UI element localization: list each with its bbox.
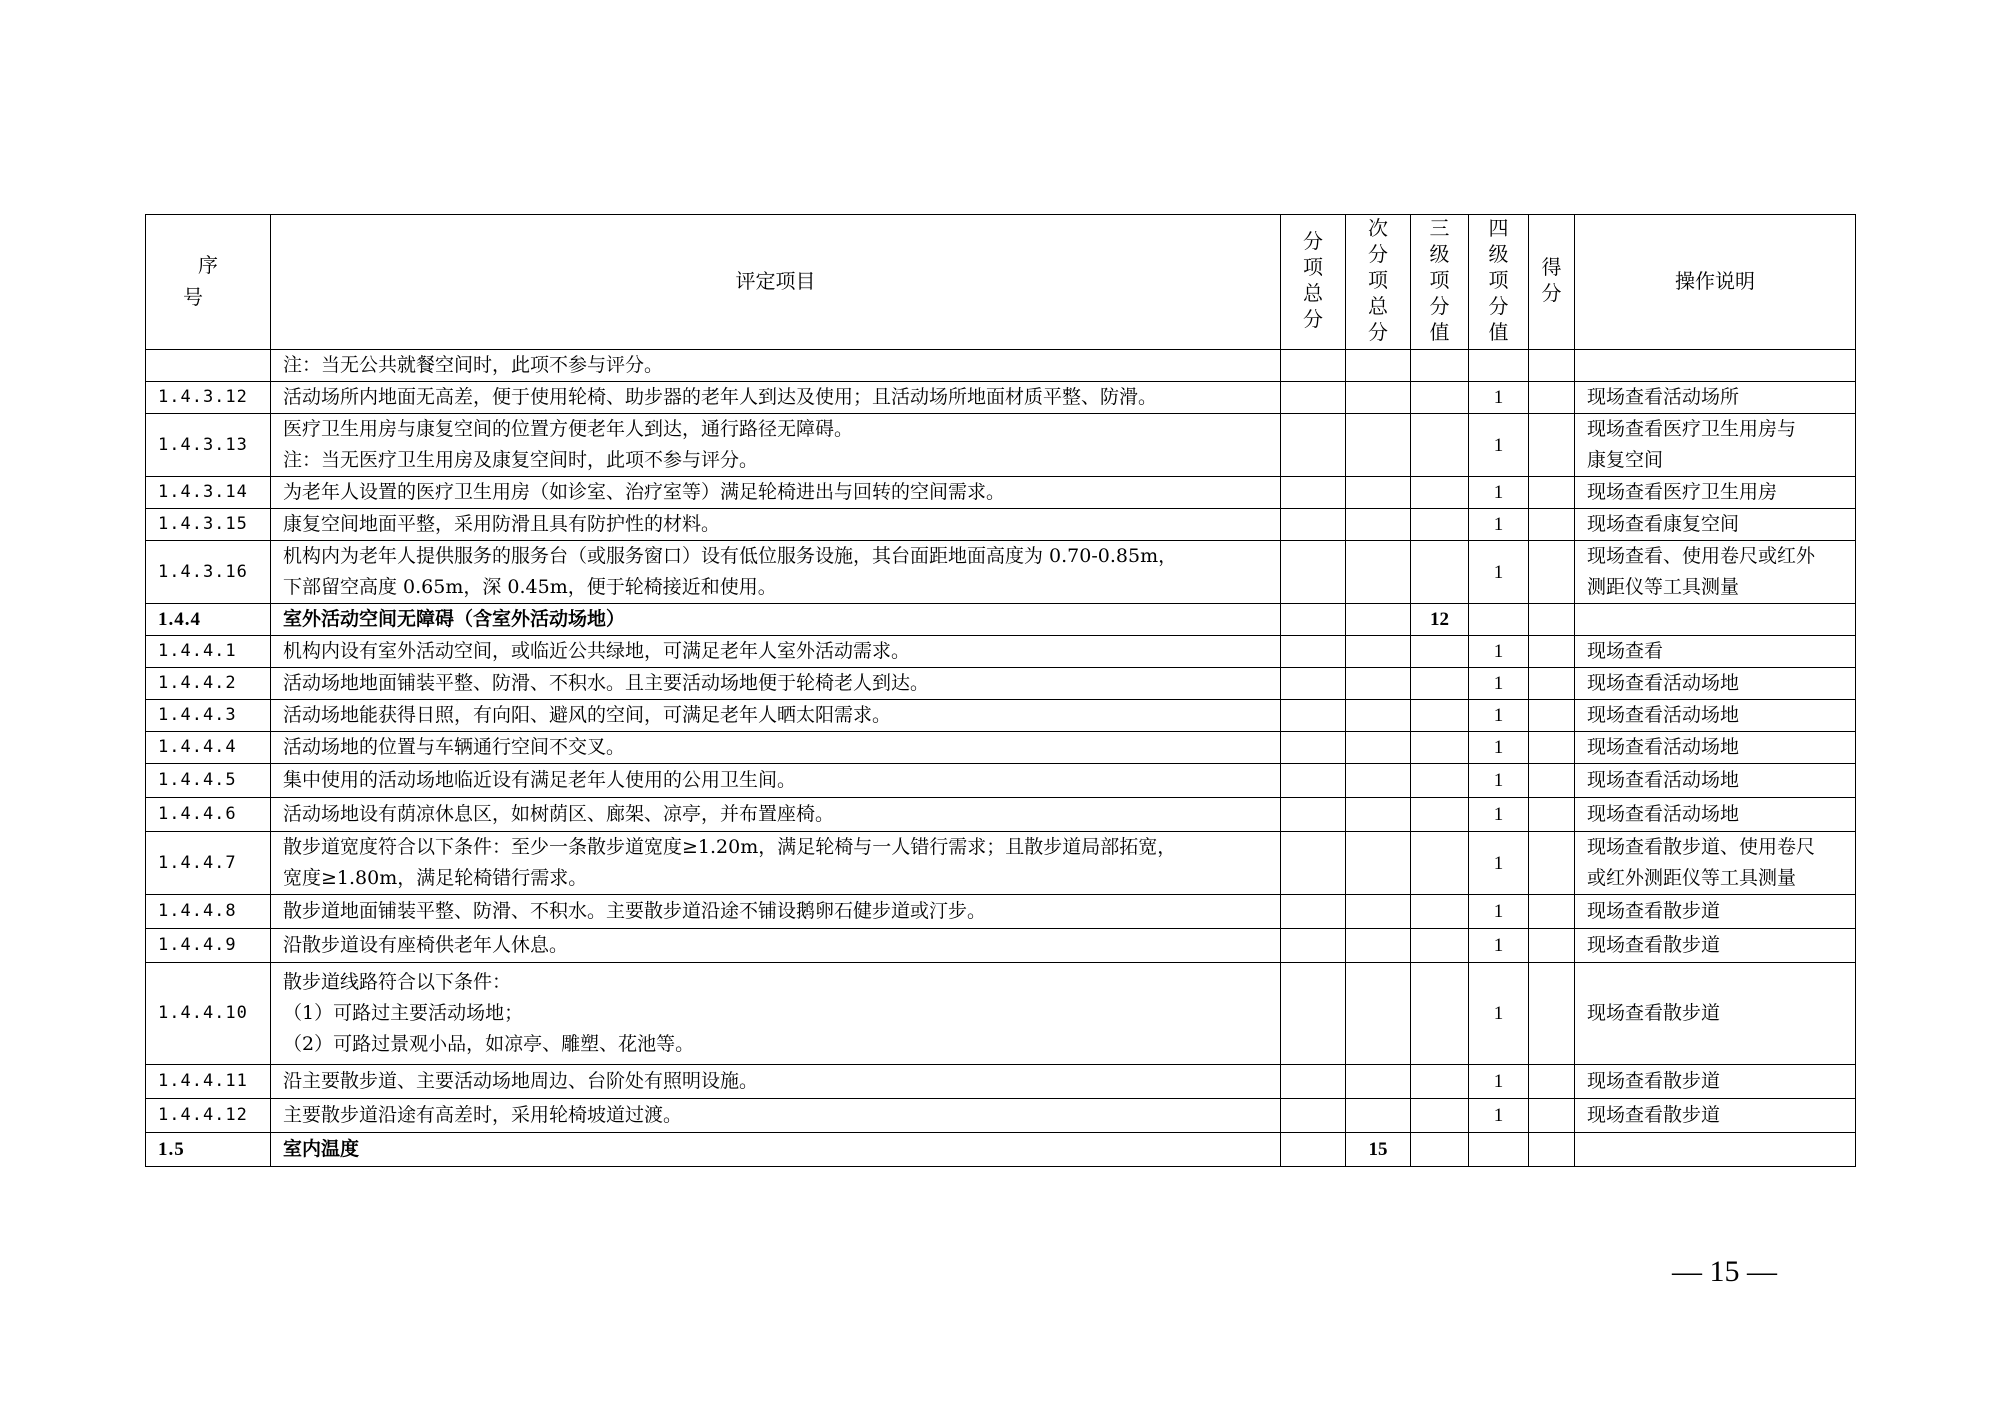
item-line: 沿主要散步道、主要活动场地周边、台阶处有照明设施。 <box>283 1070 759 1092</box>
row-subtotal <box>1281 963 1346 1065</box>
header-level3: 三级项分值 <box>1411 215 1469 350</box>
row-seq: 1.4.3.15 <box>146 509 271 541</box>
row-subtotal <box>1281 1133 1346 1167</box>
row-score <box>1529 509 1575 541</box>
operation-line: 现场查看活动场地 <box>1587 736 1740 758</box>
table-row <box>146 732 1856 764</box>
row-subtotal <box>1281 1099 1346 1133</box>
row-operation <box>1575 700 1856 732</box>
item-line: 宽度≥1.80m，满足轮椅错行需求。 <box>283 867 588 889</box>
item-line: 注：当无医疗卫生用房及康复空间时，此项不参与评分。 <box>283 449 759 471</box>
page-number: — 15 — <box>1672 1255 1777 1288</box>
table-row <box>146 350 1856 382</box>
row-sub-subtotal <box>1346 636 1411 668</box>
row-seq <box>146 350 271 382</box>
row-item <box>271 832 1281 895</box>
row-seq: 1.4.4.5 <box>146 764 271 798</box>
row-level4: 1 <box>1469 636 1529 668</box>
item-line: 机构内为老年人提供服务的服务台（或服务窗口）设有低位服务设施，其台面距地面高度为 0.70-0.85m， <box>283 545 1178 567</box>
row-item <box>271 764 1281 798</box>
row-operation <box>1575 1099 1856 1133</box>
item-line: 主要散步道沿途有高差时，采用轮椅坡道过渡。 <box>283 1104 683 1126</box>
table-row <box>146 929 1856 963</box>
row-level4: 1 <box>1469 541 1529 604</box>
row-item <box>271 1099 1281 1133</box>
row-seq: 1.4.4.3 <box>146 700 271 732</box>
row-level3 <box>1411 668 1469 700</box>
item-line: 医疗卫生用房与康复空间的位置方便老年人到达，通行路径无障碍。 <box>283 418 854 440</box>
row-subtotal <box>1281 509 1346 541</box>
header-item: 评定项目 <box>271 215 1281 350</box>
row-level3 <box>1411 541 1469 604</box>
row-subtotal <box>1281 350 1346 382</box>
row-level3 <box>1411 963 1469 1065</box>
row-sub-subtotal: 15 <box>1346 1133 1411 1167</box>
row-level3 <box>1411 509 1469 541</box>
item-line: 活动场地设有荫凉休息区，如树荫区、廊架、凉亭，并布置座椅。 <box>283 803 835 825</box>
item-line: 散步道线路符合以下条件： <box>283 971 512 993</box>
operation-line: 现场查看活动场地 <box>1587 769 1740 791</box>
row-level4: 1 <box>1469 668 1529 700</box>
row-item <box>271 1133 1281 1167</box>
operation-line: 现场查看散步道 <box>1587 1070 1721 1092</box>
row-score <box>1529 1065 1575 1099</box>
row-score <box>1529 732 1575 764</box>
row-level4: 1 <box>1469 1099 1529 1133</box>
row-score <box>1529 963 1575 1065</box>
row-level3 <box>1411 1133 1469 1167</box>
score-table <box>145 214 1856 1167</box>
row-level4: 1 <box>1469 963 1529 1065</box>
row-level3 <box>1411 700 1469 732</box>
row-operation <box>1575 1065 1856 1099</box>
row-level4 <box>1469 604 1529 636</box>
row-sub-subtotal <box>1346 668 1411 700</box>
row-score <box>1529 541 1575 604</box>
row-sub-subtotal <box>1346 895 1411 929</box>
row-operation <box>1575 477 1856 509</box>
row-score <box>1529 636 1575 668</box>
row-level3 <box>1411 895 1469 929</box>
row-operation <box>1575 382 1856 414</box>
row-item <box>271 895 1281 929</box>
row-level4: 1 <box>1469 832 1529 895</box>
row-score <box>1529 668 1575 700</box>
row-level4: 1 <box>1469 382 1529 414</box>
row-score <box>1529 895 1575 929</box>
table-row <box>146 1133 1856 1167</box>
row-sub-subtotal <box>1346 732 1411 764</box>
row-sub-subtotal <box>1346 963 1411 1065</box>
item-line: 活动场地能获得日照，有向阳、避风的空间，可满足老年人晒太阳需求。 <box>283 704 892 726</box>
row-item <box>271 1065 1281 1099</box>
row-level3 <box>1411 414 1469 477</box>
item-line: （2）可路过景观小品，如凉亭、雕塑、花池等。 <box>283 1033 695 1055</box>
row-level4: 1 <box>1469 414 1529 477</box>
row-subtotal <box>1281 895 1346 929</box>
row-score <box>1529 1133 1575 1167</box>
row-level4: 1 <box>1469 700 1529 732</box>
item-line: 室外活动空间无障碍（含室外活动场地） <box>283 608 626 630</box>
item-line: 下部留空高度 0.65m，深 0.45m，便于轮椅接近和使用。 <box>283 576 777 598</box>
row-operation <box>1575 963 1856 1065</box>
row-subtotal <box>1281 414 1346 477</box>
operation-line: 现场查看散步道 <box>1587 1104 1721 1126</box>
row-score <box>1529 414 1575 477</box>
row-item <box>271 929 1281 963</box>
row-level3 <box>1411 350 1469 382</box>
row-subtotal <box>1281 832 1346 895</box>
row-seq: 1.4.4.7 <box>146 832 271 895</box>
row-level4: 1 <box>1469 895 1529 929</box>
row-item <box>271 414 1281 477</box>
row-sub-subtotal <box>1346 700 1411 732</box>
row-level3: 12 <box>1411 604 1469 636</box>
header-operation: 操作说明 <box>1575 215 1856 350</box>
table-row <box>146 477 1856 509</box>
table-row <box>146 832 1856 895</box>
item-line: 活动场地的位置与车辆通行空间不交叉。 <box>283 736 626 758</box>
row-score <box>1529 832 1575 895</box>
operation-line: 现场查看 <box>1587 640 1664 662</box>
row-subtotal <box>1281 636 1346 668</box>
row-item <box>271 700 1281 732</box>
row-seq: 1.4.4.11 <box>146 1065 271 1099</box>
operation-line: 测距仪等工具测量 <box>1587 576 1740 598</box>
row-score <box>1529 929 1575 963</box>
table-row <box>146 636 1856 668</box>
row-item <box>271 668 1281 700</box>
row-operation <box>1575 668 1856 700</box>
row-level4 <box>1469 1133 1529 1167</box>
table-row <box>146 1099 1856 1133</box>
row-level3 <box>1411 798 1469 832</box>
row-item <box>271 477 1281 509</box>
row-subtotal <box>1281 732 1346 764</box>
row-item <box>271 541 1281 604</box>
operation-line: 现场查看活动场所 <box>1587 386 1740 408</box>
row-operation <box>1575 832 1856 895</box>
row-operation <box>1575 895 1856 929</box>
row-seq: 1.4.4.2 <box>146 668 271 700</box>
table-row <box>146 700 1856 732</box>
row-operation <box>1575 541 1856 604</box>
row-seq: 1.4.3.12 <box>146 382 271 414</box>
row-seq: 1.4.3.14 <box>146 477 271 509</box>
row-sub-subtotal <box>1346 832 1411 895</box>
header-sub-subtotal: 次分项总分 <box>1346 215 1411 350</box>
row-operation <box>1575 929 1856 963</box>
operation-line: 现场查看散步道 <box>1587 1002 1721 1024</box>
row-sub-subtotal <box>1346 604 1411 636</box>
item-line: 集中使用的活动场地临近设有满足老年人使用的公用卫生间。 <box>283 769 797 791</box>
row-sub-subtotal <box>1346 764 1411 798</box>
row-item <box>271 350 1281 382</box>
row-score <box>1529 798 1575 832</box>
operation-line: 现场查看医疗卫生用房与 <box>1587 418 1797 440</box>
table-row <box>146 604 1856 636</box>
row-operation <box>1575 764 1856 798</box>
row-score <box>1529 350 1575 382</box>
row-seq: 1.4.4.8 <box>146 895 271 929</box>
header-level4: 四级项分值 <box>1469 215 1529 350</box>
row-sub-subtotal <box>1346 477 1411 509</box>
row-level3 <box>1411 1099 1469 1133</box>
operation-line: 现场查看散步道 <box>1587 934 1721 956</box>
item-line: （1）可路过主要活动场地； <box>283 1002 524 1024</box>
row-seq: 1.4.4.9 <box>146 929 271 963</box>
table-row <box>146 509 1856 541</box>
row-level3 <box>1411 636 1469 668</box>
header-score: 得分 <box>1529 215 1575 350</box>
table-row <box>146 895 1856 929</box>
row-level4: 1 <box>1469 929 1529 963</box>
row-score <box>1529 700 1575 732</box>
row-score <box>1529 764 1575 798</box>
row-item <box>271 509 1281 541</box>
row-level4: 1 <box>1469 509 1529 541</box>
item-line: 活动场所内地面无高差，便于使用轮椅、助步器的老年人到达及使用；且活动场所地面材质平整、防滑。 <box>283 386 1158 408</box>
table-header-row <box>146 215 1856 350</box>
row-subtotal <box>1281 700 1346 732</box>
table-row <box>146 1065 1856 1099</box>
row-level4: 1 <box>1469 798 1529 832</box>
row-seq: 1.4.3.16 <box>146 541 271 604</box>
row-sub-subtotal <box>1346 798 1411 832</box>
row-level4: 1 <box>1469 1065 1529 1099</box>
row-sub-subtotal <box>1346 382 1411 414</box>
row-subtotal <box>1281 764 1346 798</box>
operation-line: 现场查看散步道 <box>1587 900 1721 922</box>
operation-line: 现场查看医疗卫生用房 <box>1587 481 1778 503</box>
row-operation <box>1575 509 1856 541</box>
item-line: 康复空间地面平整，采用防滑且具有防护性的材料。 <box>283 513 721 535</box>
row-sub-subtotal <box>1346 1099 1411 1133</box>
row-operation <box>1575 1133 1856 1167</box>
row-level3 <box>1411 382 1469 414</box>
row-seq: 1.4.4.4 <box>146 732 271 764</box>
row-operation <box>1575 350 1856 382</box>
row-operation <box>1575 604 1856 636</box>
row-seq: 1.4.3.13 <box>146 414 271 477</box>
row-sub-subtotal <box>1346 1065 1411 1099</box>
table-row <box>146 963 1856 1065</box>
row-sub-subtotal <box>1346 541 1411 604</box>
row-level4 <box>1469 350 1529 382</box>
table-row <box>146 668 1856 700</box>
row-sub-subtotal <box>1346 929 1411 963</box>
row-subtotal <box>1281 604 1346 636</box>
row-item <box>271 963 1281 1065</box>
row-item <box>271 604 1281 636</box>
row-level3 <box>1411 764 1469 798</box>
row-sub-subtotal <box>1346 414 1411 477</box>
row-subtotal <box>1281 929 1346 963</box>
row-score <box>1529 1099 1575 1133</box>
row-score <box>1529 382 1575 414</box>
item-line: 机构内设有室外活动空间，或临近公共绿地，可满足老年人室外活动需求。 <box>283 640 911 662</box>
header-seq: 序号 <box>146 215 271 350</box>
row-seq: 1.4.4.10 <box>146 963 271 1065</box>
row-item <box>271 382 1281 414</box>
operation-line: 现场查看散步道、使用卷尺 <box>1587 836 1816 858</box>
row-item <box>271 636 1281 668</box>
row-seq: 1.4.4 <box>146 604 271 636</box>
item-line: 为老年人设置的医疗卫生用房（如诊室、治疗室等）满足轮椅进出与回转的空间需求。 <box>283 481 1006 503</box>
item-line: 散步道地面铺装平整、防滑、不积水。主要散步道沿途不铺设鹅卵石健步道或汀步。 <box>283 900 987 922</box>
row-seq: 1.4.4.1 <box>146 636 271 668</box>
row-item <box>271 732 1281 764</box>
row-operation <box>1575 414 1856 477</box>
operation-line: 现场查看、使用卷尺或红外 <box>1587 545 1816 567</box>
operation-line: 现场查看活动场地 <box>1587 672 1740 694</box>
row-level3 <box>1411 477 1469 509</box>
table-row <box>146 541 1856 604</box>
row-subtotal <box>1281 541 1346 604</box>
row-level3 <box>1411 832 1469 895</box>
row-subtotal <box>1281 477 1346 509</box>
row-operation <box>1575 636 1856 668</box>
row-item <box>271 798 1281 832</box>
row-level3 <box>1411 1065 1469 1099</box>
row-level3 <box>1411 732 1469 764</box>
table-row <box>146 414 1856 477</box>
operation-line: 现场查看活动场地 <box>1587 704 1740 726</box>
row-level3 <box>1411 929 1469 963</box>
operation-line: 现场查看康复空间 <box>1587 513 1740 535</box>
item-line: 散步道宽度符合以下条件：至少一条散步道宽度≥1.20m，满足轮椅与一人错行需求；且散步道局部拓宽， <box>283 836 1177 858</box>
row-subtotal <box>1281 668 1346 700</box>
table-row <box>146 764 1856 798</box>
header-subtotal: 分项总分 <box>1281 215 1346 350</box>
row-subtotal <box>1281 382 1346 414</box>
row-score <box>1529 604 1575 636</box>
operation-line: 现场查看活动场地 <box>1587 803 1740 825</box>
row-seq: 1.5 <box>146 1133 271 1167</box>
row-sub-subtotal <box>1346 509 1411 541</box>
item-line: 活动场地地面铺装平整、防滑、不积水。且主要活动场地便于轮椅老人到达。 <box>283 672 930 694</box>
row-seq: 1.4.4.12 <box>146 1099 271 1133</box>
item-line: 室内温度 <box>283 1138 360 1160</box>
row-level4: 1 <box>1469 764 1529 798</box>
row-level4: 1 <box>1469 732 1529 764</box>
table-row <box>146 798 1856 832</box>
row-sub-subtotal <box>1346 350 1411 382</box>
operation-line: 康复空间 <box>1587 449 1664 471</box>
operation-line: 或红外测距仪等工具测量 <box>1587 867 1797 889</box>
row-subtotal <box>1281 1065 1346 1099</box>
table-row <box>146 382 1856 414</box>
row-seq: 1.4.4.6 <box>146 798 271 832</box>
item-line: 沿散步道设有座椅供老年人休息。 <box>283 934 569 956</box>
row-subtotal <box>1281 798 1346 832</box>
row-level4: 1 <box>1469 477 1529 509</box>
row-operation <box>1575 732 1856 764</box>
item-line: 注：当无公共就餐空间时，此项不参与评分。 <box>283 354 664 376</box>
row-score <box>1529 477 1575 509</box>
row-operation <box>1575 798 1856 832</box>
